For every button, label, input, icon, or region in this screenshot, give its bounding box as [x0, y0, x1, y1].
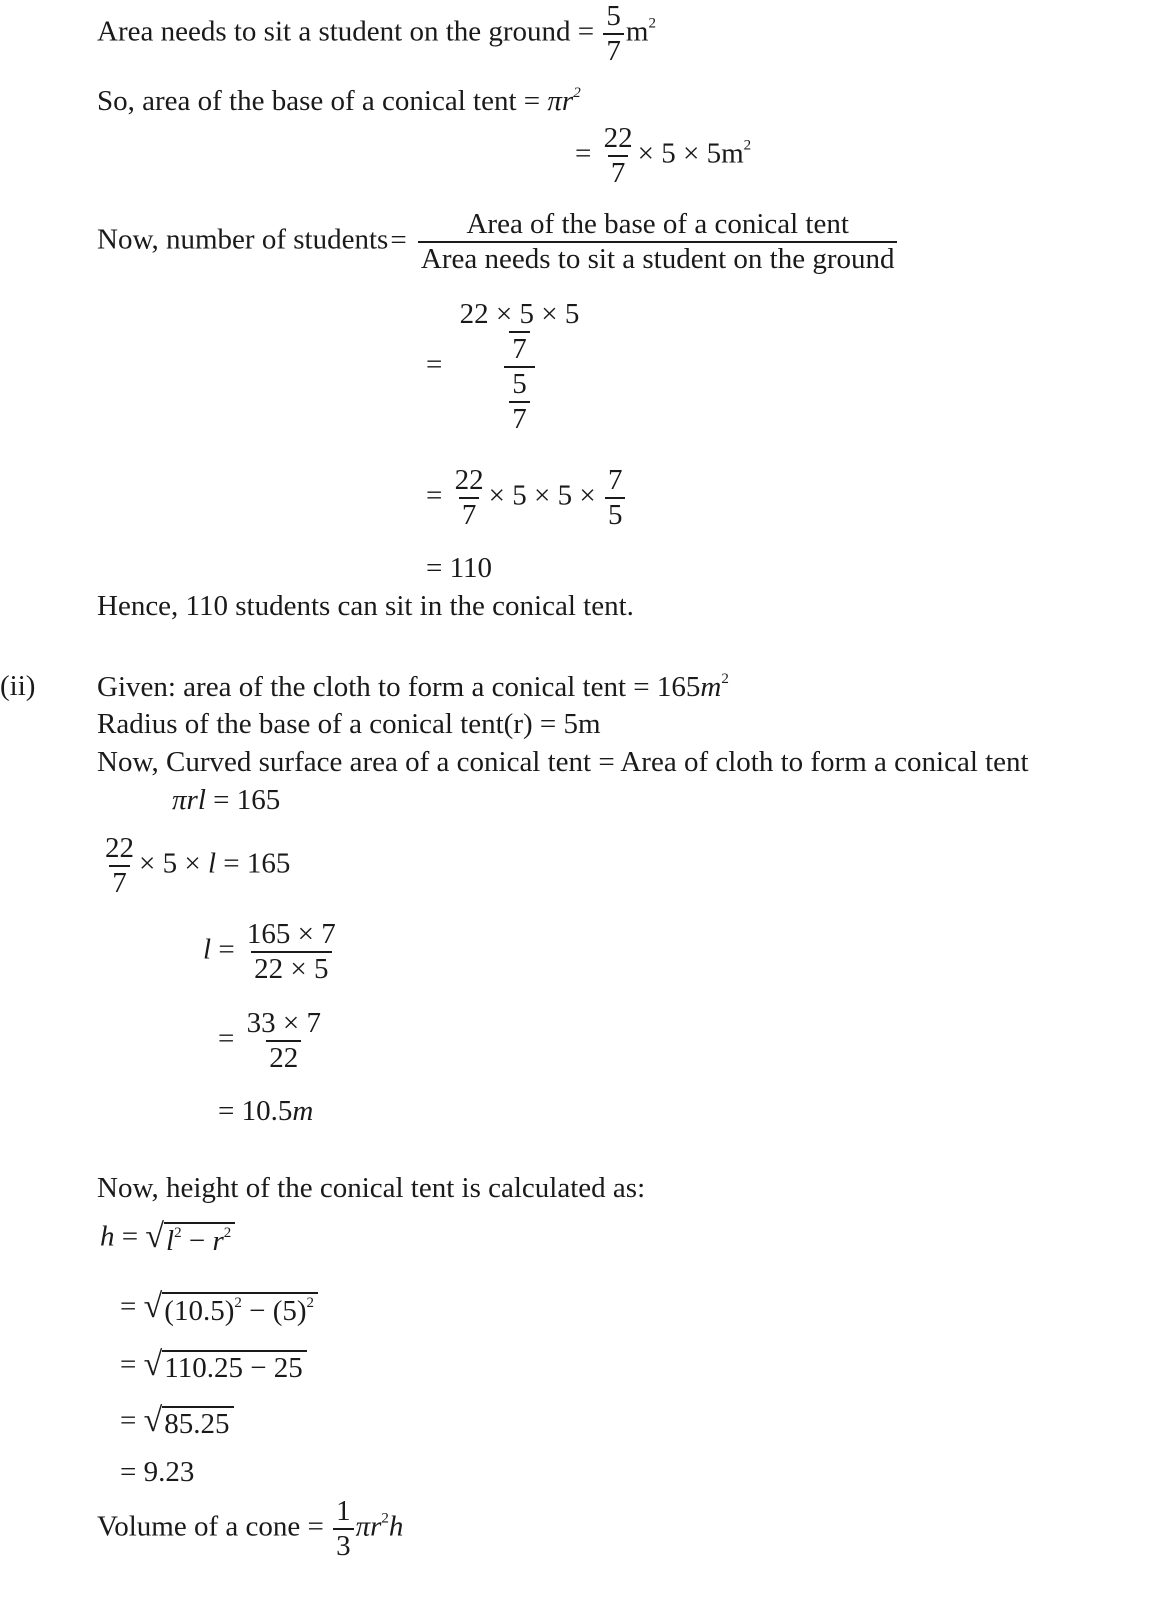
line-conclusion: Hence, 110 students can sit in the conical tent. — [97, 590, 634, 622]
fraction: $\frac{1}{3}$ — [333, 1497, 354, 1561]
line-base-area-value: = $\frac{22}{7}$ × $5 \times 5m^2$ — [575, 122, 752, 189]
square-root: √ 85.25 — [144, 1406, 234, 1440]
fraction: $\frac{22}{7}$ — [105, 832, 134, 899]
lower-fraction: $\frac{5}{7}$ — [509, 370, 530, 434]
line-height-step: = √ 110.25 − 25 — [120, 1350, 307, 1384]
square-root: √ $l^2 - r^2$ — [145, 1222, 235, 1256]
line-volume-formula: Volume of a cone = $\frac{1}{3}$ $\pi r^2h$ — [97, 1495, 404, 1562]
line-base-area: So, area of the base of a conical tent = $\pi r^2$ — [97, 85, 581, 117]
line-complex-fraction: = $\frac{\frac{22 \times 5 \times 5}{7}}{\frac{5}{7}}$ — [426, 300, 589, 434]
line-height-formula: h = √ $l^2 - r^2$ — [100, 1222, 235, 1256]
line-height-root: = √ 85.25 — [120, 1406, 234, 1440]
fraction: $\frac{22}{7}$ — [603, 122, 633, 189]
line-given-cloth: Given: area of the cloth to form a conical tent = $165m^2$ — [97, 671, 729, 703]
line-curved-surface: Now, Curved surface area of a conical tent = Area of cloth to form a conical tent — [97, 746, 1029, 778]
line-radius: Radius of the base of a conical tent(r) = 5m — [97, 708, 601, 740]
complex-fraction — [452, 300, 588, 434]
line-product: = $\frac{22}{7}$ × 5 × 5 × $\frac{7}{5}$ — [426, 466, 627, 530]
fraction: $\frac{165 \times 7}{22 \times 5}$ — [246, 918, 336, 985]
fraction: $\frac{22}{7}$ — [454, 464, 484, 531]
square-root: √ $(10.5)^2 - (5)^2$ — [144, 1292, 318, 1326]
line-height-substitution: = √ $(10.5)^2 - (5)^2$ — [120, 1292, 318, 1326]
fraction: $\frac{5}{7}$ — [603, 2, 624, 66]
line-slant-result: = 10.5m — [218, 1095, 314, 1127]
line-result-110: = 110 — [426, 552, 493, 584]
part-label: (ii) — [0, 670, 36, 702]
line-slant-equation: $\frac{22}{7}$ × 5 × l = 165 — [100, 834, 290, 898]
line-pi-r-l: πrl = 165 — [172, 784, 281, 816]
inner-fraction: $\frac{22 \times 5 \times 5}{7}$ — [459, 298, 580, 365]
fraction: $\frac{\text{Area of the base of a conical tent}}{\text{Area needs to sit a student on the ground}}$ — [418, 210, 898, 274]
fraction: $\frac{7}{5}$ — [605, 466, 626, 530]
line-area-per-student: Area needs to sit a student on the ground = $\frac{5}{7}$ $m^2$ — [97, 0, 656, 67]
line-height-result: = 9.23 — [120, 1456, 195, 1488]
line-slant-fraction: l = $\frac{165 \times 7}{22 \times 5}$ — [203, 920, 341, 984]
line-slant-simplified: = $\frac{33 \times 7}{22}$ — [218, 1009, 326, 1073]
square-root: √ 110.25 − 25 — [144, 1350, 307, 1384]
fraction: $\frac{33 \times 7}{22}$ — [246, 1007, 321, 1074]
line-height-intro: Now, height of the conical tent is calculated as: — [97, 1172, 646, 1204]
line-number-of-students: Now, number of students= $\frac{\text{Area of the base of a conical tent}}{\text{Area needs to sit a student on the ground}}$ — [97, 210, 899, 274]
